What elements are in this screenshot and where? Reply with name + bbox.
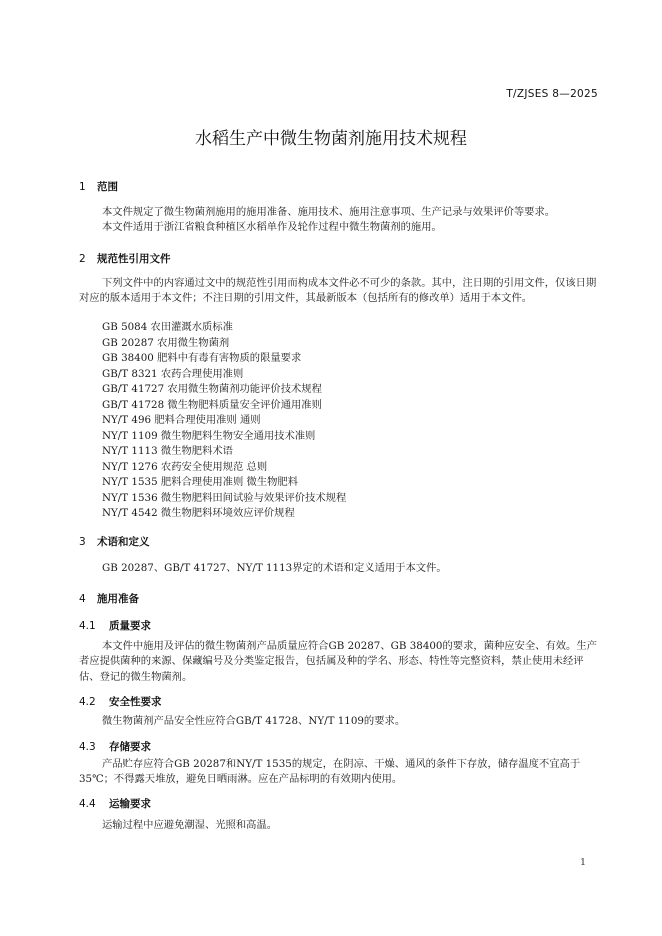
subsection-title: 存储要求 (109, 741, 151, 753)
reference-item: NY/T 1536 微生物肥料田间试验与效果评价技术规程 (102, 491, 347, 504)
subsection-number: 4.1 (79, 620, 96, 632)
subsection-title: 质量要求 (109, 620, 151, 632)
reference-item: NY/T 4542 微生物肥料环境效应评价规程 (102, 507, 295, 519)
safety-paragraph: 微生物菌剂产品安全性应符合GB/T 41728、NY/T 1109的要求。 (102, 715, 406, 727)
standard-code: T/ZJSES 8—2025 (506, 88, 598, 100)
reference-item: NY/T 496 肥料合理使用准则 通则 (102, 414, 261, 426)
transport-paragraph: 运输过程中应避免潮湿、光照和高温。 (102, 819, 278, 831)
scope-paragraph-2: 本文件适用于浙江省粮食种植区水稻单作及轮作过程中微生物菌剂的施用。 (102, 221, 442, 233)
section-number: 2 (79, 253, 86, 265)
reference-item: NY/T 1109 微生物肥料生物安全通用技术准则 (102, 429, 316, 442)
reference-item: GB/T 8321 农药合理使用准则 (102, 367, 244, 380)
subsection-4-2-heading (79, 694, 162, 709)
section-1-heading (79, 179, 118, 194)
quality-paragraph: 本文件中施用及评估的微生物菌剂产品质量应符合GB 20287、GB 38400的要求，菌种应安全、有效。生产者应提供菌种的来源、保藏编号及分类鉴定报告，包括属及种的学名、形态、特性等完整资料，禁止使用未经评估、登记的微生物菌剂。 (79, 640, 597, 683)
section-title: 规范性引用文件 (97, 253, 171, 265)
section-3-heading (79, 534, 150, 549)
reference-item: GB/T 41728 微生物肥料质量安全评价通用准则 (102, 398, 322, 411)
references-intro: 下列文件中的内容通过文中的规范性引用而构成本文件必不可少的条款。其中，注日期的引用文件，仅该日期对应的版本适用于本文件；不注日期的引用文件，其最新版本（包括所有的修改单）适用于本文件。 (79, 277, 597, 305)
section-4-heading (79, 591, 139, 606)
section-number: 1 (79, 181, 86, 193)
subsection-4-3-heading (79, 739, 151, 754)
section-title: 术语和定义 (97, 536, 150, 548)
subsection-title: 安全性要求 (109, 696, 162, 708)
reference-list (102, 320, 346, 522)
section-number: 4 (79, 593, 86, 605)
reference-item: GB 20287 农用微生物菌剂 (102, 336, 230, 349)
subsection-title: 运输要求 (109, 798, 151, 810)
subsection-number: 4.3 (79, 741, 96, 753)
reference-item: NY/T 1113 微生物肥料术语 (102, 445, 233, 457)
subsection-number: 4.4 (79, 798, 96, 810)
scope-paragraph-1: 本文件规定了微生物菌剂施用的施用准备、施用技术、施用注意事项、生产记录与效果评价等要求。 (102, 206, 556, 218)
subsection-4-4-heading (79, 796, 151, 811)
reference-item: GB/T 41727 农用微生物菌剂功能评价技术规程 (102, 383, 322, 395)
section-title: 施用准备 (97, 593, 139, 605)
reference-item: NY/T 1535 肥料合理使用准则 微生物肥料 (102, 476, 299, 488)
reference-item: GB 38400 肥料中有毒有害物质的限量要求 (102, 352, 302, 364)
section-title: 范围 (97, 181, 118, 193)
document-title: 水稻生产中微生物菌剂施用技术规程 (195, 129, 467, 149)
subsection-number: 4.2 (79, 696, 96, 708)
page-number: 1 (579, 857, 586, 868)
storage-paragraph: 产品贮存应符合GB 20287和NY/T 1535的规定，在阴凉、干燥、通风的条件下存放，储存温度不宜高于35℃；不得露天堆放，避免日晒雨淋。应在产品标明的有效期内使用。 (79, 758, 581, 786)
subsection-4-1-heading (79, 618, 151, 633)
section-number: 3 (79, 536, 86, 548)
reference-item: NY/T 1276 农药安全使用规范 总则 (102, 460, 268, 473)
section-2-heading (79, 251, 171, 266)
reference-item: GB 5084 农田灌溉水质标准 (102, 321, 233, 333)
terms-paragraph: GB 20287、GB/T 41727、NY/T 1113界定的术语和定义适用于本文件。 (102, 562, 447, 574)
